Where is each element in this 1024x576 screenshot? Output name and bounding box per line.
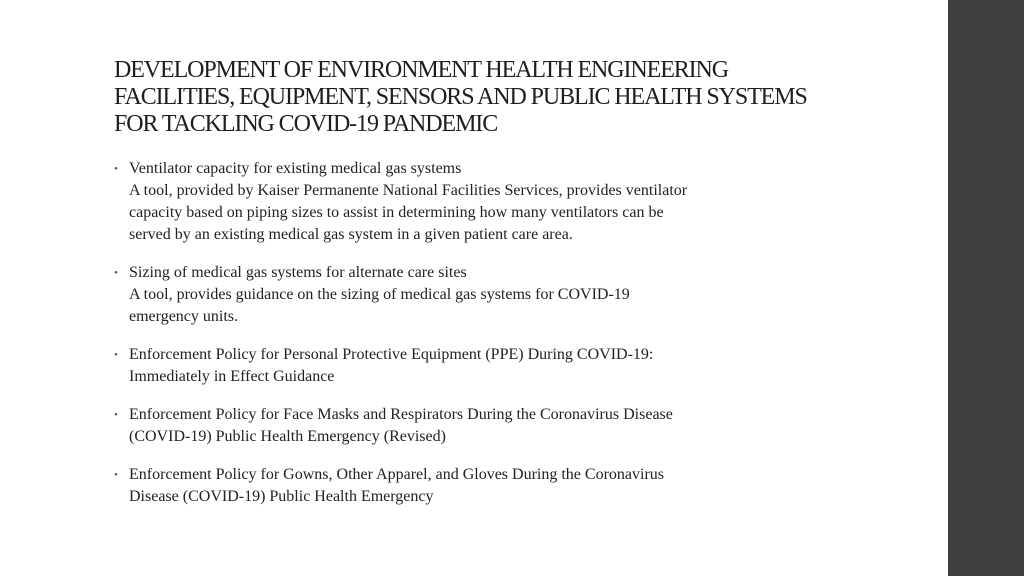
bullet-list: [114, 158, 834, 524]
bullet-ppe-policy: [114, 344, 834, 388]
bullet-gowns-policy: [114, 464, 834, 508]
bullet-face-masks-policy: [114, 404, 834, 448]
bullet-text-line: A tool, provided by Kaiser Permanente National Facilities Services, provides ventilator: [129, 182, 688, 199]
title-line: DEVELOPMENT OF ENVIRONMENT HEALTH ENGINEERING: [114, 57, 729, 83]
bullet-heading: Sizing of medical gas systems for alternate care sites: [129, 264, 467, 281]
bullet-text-line: (COVID-19) Public Health Emergency (Revised): [129, 428, 446, 445]
bullet-text-line: capacity based on piping sizes to assist in determining how many ventilators can be: [129, 204, 664, 221]
bullet-text-line: A tool, provides guidance on the sizing of medical gas systems for COVID-19: [129, 286, 630, 303]
bullet-text-line: served by an existing medical gas system in a given patient care area.: [129, 226, 573, 243]
bullet-dot-icon: •: [114, 267, 118, 279]
bullet-text-line: Enforcement Policy for Face Masks and Respirators During the Coronavirus Disease: [129, 406, 673, 423]
slide-title: [114, 57, 914, 138]
bullet-dot-icon: •: [114, 163, 118, 175]
bullet-ventilator-capacity: [114, 158, 834, 246]
bullet-text-line: Enforcement Policy for Personal Protective Equipment (PPE) During COVID-19:: [129, 346, 654, 363]
bullet-text-line: emergency units.: [129, 308, 239, 325]
title-line: FOR TACKLING COVID-19 PANDEMIC: [114, 111, 498, 137]
right-accent-bar: [948, 0, 1024, 576]
bullet-text-line: Immediately in Effect Guidance: [129, 368, 335, 385]
bullet-dot-icon: •: [114, 349, 118, 361]
bullet-dot-icon: •: [114, 409, 118, 421]
title-line: FACILITIES, EQUIPMENT, SENSORS AND PUBLIC HEALTH SYSTEMS: [114, 84, 807, 110]
bullet-text-line: Enforcement Policy for Gowns, Other Apparel, and Gloves During the Coronavirus: [129, 466, 664, 483]
bullet-dot-icon: •: [114, 469, 118, 481]
bullet-heading: Ventilator capacity for existing medical gas systems: [129, 160, 462, 177]
bullet-text-line: Disease (COVID-19) Public Health Emergency: [129, 488, 434, 505]
bullet-gas-system-sizing: [114, 262, 834, 328]
